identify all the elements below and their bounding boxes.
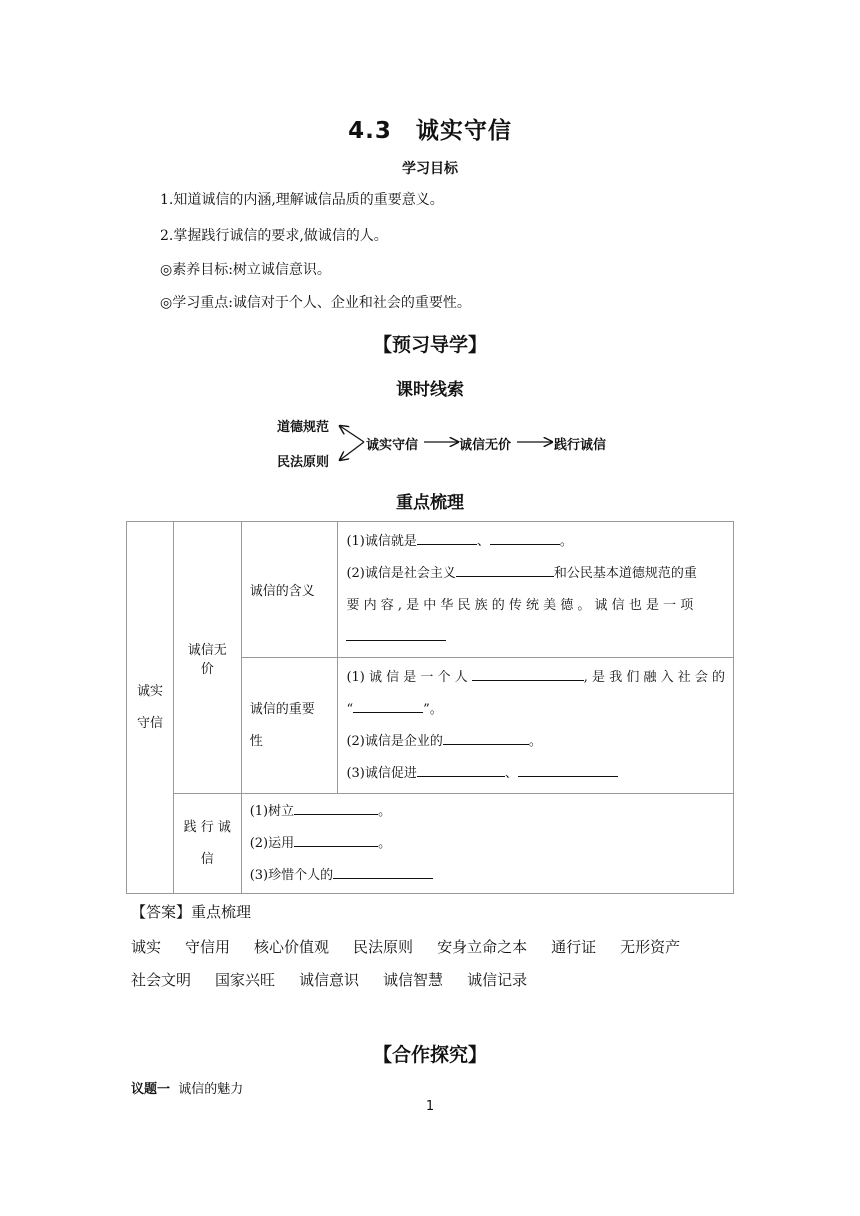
diagram-arrows — [330, 418, 620, 468]
section-preview-heading: 【预习导学】 — [372, 334, 487, 356]
table-label-importance: 诚信的重要 性 — [241, 658, 338, 794]
topic-text: 诚信的魅力 — [178, 1082, 244, 1097]
answer-item: 民法原则 — [353, 938, 414, 956]
topic-line — [131, 1078, 243, 1097]
table-cell-meaning: (1)诚信就是 、 。 (2)诚信是社会主义 和公民基本道德规范的重 要 内 容 , 是 中 华 民 族 的 传 统 美 德 。 诚 信 也 是 一 项 — [338, 522, 734, 658]
table-cell-importance: (1) 诚 信 是 一 个 人 , 是 我 们 融 入 社 会 的 “ ”。 (2)诚信是企业的 。 (3)诚信促进 、 — [338, 658, 734, 794]
answer-item: 无形资产 — [620, 938, 681, 956]
diagram-node-right: 践行诚信 — [554, 438, 607, 453]
page-number: 1 — [425, 1099, 435, 1114]
table-subtopic-value: 诚信无价 — [173, 522, 241, 794]
answer-blank[interactable] — [490, 530, 560, 545]
answer-blank[interactable] — [353, 698, 423, 713]
diagram-node-center: 诚实守信 — [366, 438, 419, 453]
answer-item: 国家兴旺 — [215, 971, 276, 989]
answer-blank[interactable] — [417, 530, 477, 545]
section-coop-heading: 【合作探究】 — [372, 1044, 487, 1066]
table-subtopic-practice: 践 行 诚 信 — [173, 794, 241, 894]
answer-item: 诚信意识 — [299, 971, 360, 989]
answer-item: 诚信智慧 — [383, 971, 444, 989]
clue-heading: 课时线索 — [396, 380, 464, 400]
table-main-topic: 诚实 守信 — [127, 522, 174, 894]
table-cell-practice: (1)树立 。 (2)运用 。 (3)珍惜个人的 — [241, 794, 733, 894]
answer-item: 通行证 — [551, 938, 597, 956]
answer-blank[interactable] — [518, 762, 618, 777]
answer-blank[interactable] — [443, 730, 529, 745]
learning-goals-heading: 学习目标 — [402, 161, 458, 177]
answer-item: 安身立命之本 — [437, 938, 528, 956]
diagram-node-middle: 诚信无价 — [459, 438, 512, 453]
answer-item: 核心价值观 — [254, 938, 330, 956]
goal-item: 1.知道诚信的内涵,理解诚信品质的重要意义。 — [160, 192, 444, 208]
answer-heading: 【答案】重点梳理 — [131, 903, 252, 921]
answer-list-line-1 — [131, 936, 680, 957]
answer-blank[interactable] — [417, 762, 505, 777]
answer-blank[interactable] — [333, 864, 433, 879]
answer-list-line-2 — [131, 969, 551, 990]
answer-item: 社会文明 — [131, 971, 192, 989]
answer-blank[interactable] — [294, 832, 378, 847]
answer-blank[interactable] — [472, 666, 584, 681]
answer-item: 守信用 — [185, 938, 231, 956]
goal-item: 2.掌握践行诚信的要求,做诚信的人。 — [160, 228, 388, 244]
answer-item: 诚实 — [131, 938, 162, 956]
answer-blank[interactable] — [346, 626, 446, 641]
answer-blank[interactable] — [456, 562, 554, 577]
arrow-to-civil-law — [340, 442, 364, 460]
table-label-meaning: 诚信的含义 — [241, 522, 338, 658]
goal-item: ◎素养目标:树立诚信意识。 — [160, 262, 331, 278]
diagram-node-moral: 道德规范 — [277, 420, 330, 435]
key-points-heading: 重点梳理 — [396, 493, 464, 513]
arrow-to-moral — [340, 426, 364, 442]
topic-label: 议题一 — [131, 1082, 171, 1097]
diagram-node-civil-law: 民法原则 — [277, 455, 330, 470]
answer-item: 诚信记录 — [467, 971, 528, 989]
goal-item: ◎学习重点:诚信对于个人、企业和社会的重要性。 — [160, 295, 471, 311]
key-points-table — [126, 521, 734, 894]
answer-blank[interactable] — [294, 800, 378, 815]
page-title: 4.3 诚实守信 — [348, 118, 512, 144]
